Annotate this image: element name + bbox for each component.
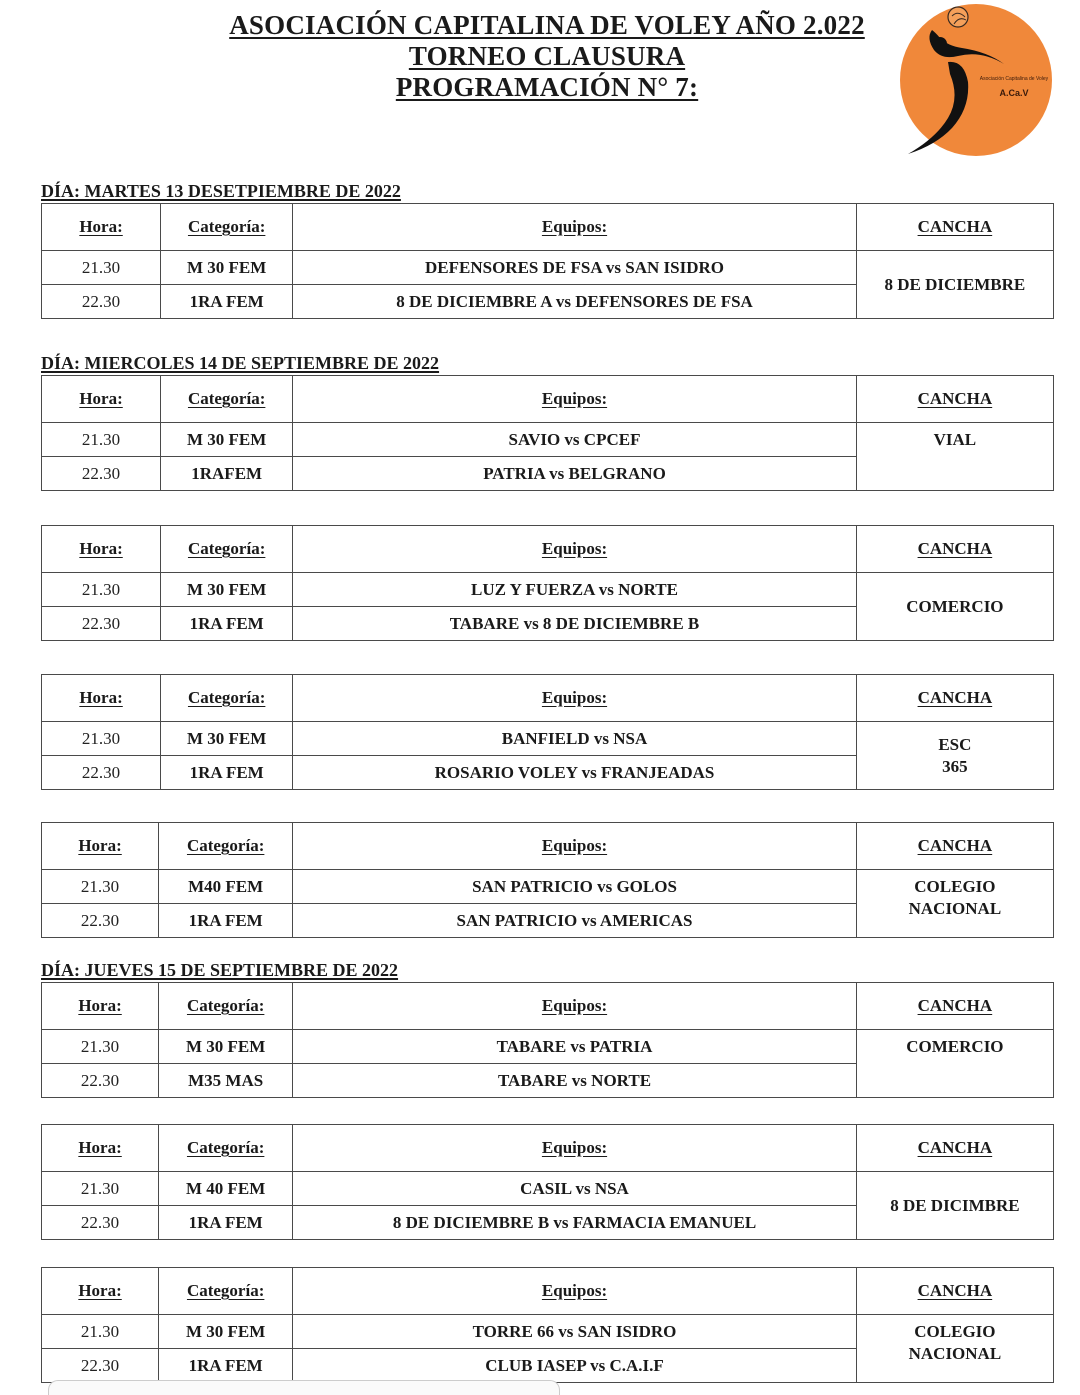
cancha-cell	[856, 870, 1053, 938]
acav-logo	[896, 0, 1056, 160]
cancha-line: 8 DE DICIMBRE	[890, 1195, 1020, 1215]
cancha-cell	[856, 1172, 1053, 1240]
cancha-cell	[856, 573, 1053, 641]
cancha-line: COMERCIO	[906, 596, 1004, 616]
schedule-table	[41, 525, 1054, 641]
schedule-table	[41, 982, 1054, 1098]
categoria-cell: 1RA FEM	[159, 1206, 293, 1240]
schedule-table	[41, 822, 1054, 938]
equipos-cell: CLUB IASEP vs C.A.I.F	[293, 1349, 857, 1383]
header-cancha: CANCHA	[856, 675, 1053, 722]
equipos-cell: TORRE 66 vs SAN ISIDRO	[293, 1315, 857, 1349]
schedule-table	[41, 1124, 1054, 1240]
schedule-table	[41, 1267, 1054, 1383]
cancha-line: NACIONAL	[908, 1344, 1002, 1363]
hora-cell: 22.30	[42, 1064, 159, 1098]
header-categoria: Categoría:	[159, 823, 293, 870]
equipos-cell: TABARE vs PATRIA	[293, 1030, 857, 1064]
header-cancha: CANCHA	[856, 823, 1053, 870]
table-row	[42, 1315, 1054, 1349]
header-equipos: Equipos:	[293, 1125, 857, 1172]
equipos-cell: 8 DE DICIEMBRE A vs DEFENSORES DE FSA	[293, 285, 857, 319]
header-cancha: CANCHA	[856, 983, 1053, 1030]
hora-cell: 22.30	[42, 607, 161, 641]
header-categoria: Categoría:	[159, 1125, 293, 1172]
cancha-line: NACIONAL	[908, 899, 1002, 918]
header-categoria: Categoría:	[161, 376, 293, 423]
header-equipos: Equipos:	[293, 1268, 857, 1315]
cancha-line: COMERCIO	[906, 1037, 1004, 1056]
header-categoria: Categoría:	[161, 204, 293, 251]
cancha-cell	[856, 251, 1053, 319]
categoria-cell: M 40 FEM	[159, 1172, 293, 1206]
header-equipos: Equipos:	[293, 204, 857, 251]
cancha-cell	[856, 722, 1053, 790]
svg-text:Asociación Capitalina de Voley: Asociación Capitalina de Voley	[979, 76, 1049, 82]
header-equipos: Equipos:	[293, 983, 857, 1030]
hora-cell: 21.30	[42, 1172, 159, 1206]
equipos-cell: ROSARIO VOLEY vs FRANJEADAS	[293, 756, 857, 790]
tournament-title: TORNEO CLAUSURA	[408, 41, 686, 71]
equipos-cell: TABARE vs 8 DE DICIEMBRE B	[293, 607, 857, 641]
equipos-cell: CASIL vs NSA	[293, 1172, 857, 1206]
categoria-cell: M35 MAS	[159, 1064, 293, 1098]
hora-cell: 21.30	[42, 1030, 159, 1064]
categoria-cell: M40 FEM	[159, 870, 293, 904]
header-equipos: Equipos:	[293, 823, 857, 870]
table-row	[42, 573, 1054, 607]
header-equipos: Equipos:	[293, 526, 857, 573]
equipos-cell: SAVIO vs CPCEF	[293, 423, 857, 457]
equipos-cell: LUZ Y FUERZA vs NORTE	[293, 573, 857, 607]
table-row	[42, 870, 1054, 904]
association-title: ASOCIACIÓN CAPITALINA DE VOLEY AÑO 2.022	[229, 10, 865, 40]
schedule-number: PROGRAMACIÓN N° 7:	[395, 72, 699, 102]
cancha-line: ESC	[938, 734, 972, 754]
hora-cell: 21.30	[42, 251, 161, 285]
header-cancha: CANCHA	[856, 376, 1053, 423]
hora-cell: 21.30	[42, 573, 161, 607]
day-label: DÍA: MARTES 13 DESETPIEMBRE DE 2022	[41, 181, 401, 201]
hora-cell: 21.30	[42, 722, 161, 756]
day-label: DÍA: JUEVES 15 DE SEPTIEMBRE DE 2022	[41, 960, 399, 980]
cancha-cell	[856, 423, 1053, 491]
header-cancha: CANCHA	[856, 204, 1053, 251]
equipos-cell: PATRIA vs BELGRANO	[293, 457, 857, 491]
equipos-cell: DEFENSORES DE FSA vs SAN ISIDRO	[293, 251, 857, 285]
cancha-line: VIAL	[933, 430, 977, 449]
table-row	[42, 1030, 1054, 1064]
header-cancha: CANCHA	[856, 1125, 1053, 1172]
cancha-cell	[856, 1315, 1053, 1383]
svg-text:A.Ca.V: A.Ca.V	[999, 88, 1029, 98]
categoria-cell: M 30 FEM	[161, 573, 293, 607]
header-hora: Hora:	[42, 675, 161, 722]
cancha-line: 8 DE DICIEMBRE	[884, 274, 1026, 294]
equipos-cell: SAN PATRICIO vs GOLOS	[293, 870, 857, 904]
hora-cell: 22.30	[42, 285, 161, 319]
day-label: DÍA: MIERCOLES 14 DE SEPTIEMBRE DE 2022	[41, 353, 440, 373]
categoria-cell: 1RA FEM	[161, 607, 293, 641]
cancha-line: COLEGIO	[914, 1322, 996, 1341]
header-hora: Hora:	[42, 526, 161, 573]
categoria-cell: 1RA FEM	[161, 756, 293, 790]
categoria-cell: M 30 FEM	[161, 423, 293, 457]
categoria-cell: 1RA FEM	[159, 1349, 293, 1383]
document-header	[200, 10, 894, 103]
header-equipos: Equipos:	[293, 675, 857, 722]
header-categoria: Categoría:	[161, 675, 293, 722]
header-hora: Hora:	[42, 376, 161, 423]
table-row	[42, 1172, 1054, 1206]
cancha-line: 365	[942, 756, 968, 776]
cancha-cell	[856, 1030, 1053, 1098]
header-hora: Hora:	[42, 823, 159, 870]
hora-cell: 22.30	[42, 1349, 159, 1383]
categoria-cell: M 30 FEM	[159, 1315, 293, 1349]
table-header-row	[42, 1125, 1054, 1172]
categoria-cell: 1RA FEM	[161, 285, 293, 319]
categoria-cell: M 30 FEM	[161, 722, 293, 756]
table-header-row	[42, 1268, 1054, 1315]
hora-cell: 21.30	[42, 1315, 159, 1349]
equipos-cell: 8 DE DICIEMBRE B vs FARMACIA EMANUEL	[293, 1206, 857, 1240]
table-row	[42, 251, 1054, 285]
hora-cell: 21.30	[42, 870, 159, 904]
header-categoria: Categoría:	[159, 1268, 293, 1315]
header-categoria: Categoría:	[159, 983, 293, 1030]
hora-cell: 22.30	[42, 756, 161, 790]
categoria-cell: M 30 FEM	[159, 1030, 293, 1064]
hora-cell: 22.30	[42, 1206, 159, 1240]
header-hora: Hora:	[42, 1268, 159, 1315]
header-hora: Hora:	[42, 1125, 159, 1172]
table-header-row	[42, 526, 1054, 573]
schedule-table	[41, 674, 1054, 790]
cancha-line: COLEGIO	[914, 877, 996, 896]
equipos-cell: SAN PATRICIO vs AMERICAS	[293, 904, 857, 938]
schedule-table	[41, 203, 1054, 319]
categoria-cell: M 30 FEM	[161, 251, 293, 285]
header-categoria: Categoría:	[161, 526, 293, 573]
hora-cell: 21.30	[42, 423, 161, 457]
bottom-overlay-bar[interactable]	[48, 1380, 560, 1395]
table-row	[42, 423, 1054, 457]
table-row	[42, 722, 1054, 756]
header-cancha: CANCHA	[856, 1268, 1053, 1315]
header-hora: Hora:	[42, 983, 159, 1030]
equipos-cell: TABARE vs NORTE	[293, 1064, 857, 1098]
schedule-table	[41, 375, 1054, 491]
header-equipos: Equipos:	[293, 376, 857, 423]
table-header-row	[42, 675, 1054, 722]
hora-cell: 22.30	[42, 457, 161, 491]
table-header-row	[42, 823, 1054, 870]
categoria-cell: 1RA FEM	[159, 904, 293, 938]
table-header-row	[42, 204, 1054, 251]
header-hora: Hora:	[42, 204, 161, 251]
categoria-cell: 1RAFEM	[161, 457, 293, 491]
hora-cell: 22.30	[42, 904, 159, 938]
table-header-row	[42, 983, 1054, 1030]
header-cancha: CANCHA	[856, 526, 1053, 573]
table-header-row	[42, 376, 1054, 423]
equipos-cell: BANFIELD vs NSA	[293, 722, 857, 756]
